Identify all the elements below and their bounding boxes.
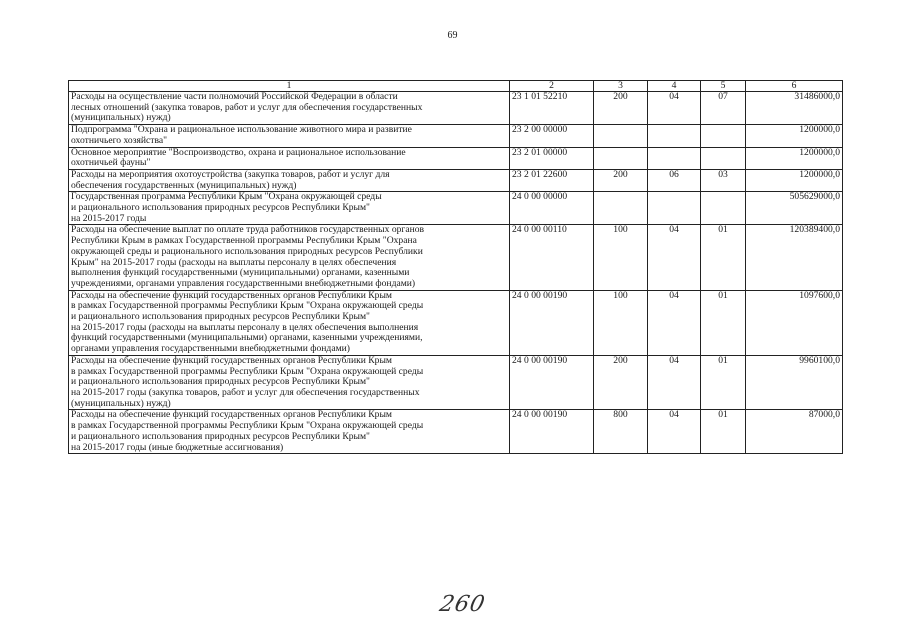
section-cell: 04 [648, 355, 701, 410]
expense-type-cell: 200 [594, 169, 648, 191]
table-row [69, 225, 843, 290]
section-cell [648, 147, 701, 169]
subsection-cell [701, 125, 746, 147]
subsection-cell: 03 [701, 169, 746, 191]
header-cell: 4 [648, 81, 701, 92]
header-cell: 6 [746, 81, 843, 92]
table-row [69, 147, 843, 169]
subsection-cell: 01 [701, 225, 746, 290]
handwritten-note: 260 [437, 592, 488, 617]
amount-cell: 31486000,0 [746, 92, 843, 125]
description-cell: Расходы на осуществление части полномочий Российской Федерации в области лесных отношений (закупка товаров, работ и услуг для обеспечения государственных (муниципальных) нужд) [69, 92, 510, 125]
code-cell: 23 2 00 00000 [510, 125, 594, 147]
subsection-cell: 01 [701, 410, 746, 454]
code-cell: 24 0 00 00190 [510, 355, 594, 410]
description-cell: Основное мероприятие "Воспроизводство, охрана и рациональное использование охотничьей фауны" [69, 147, 510, 169]
code-cell: 24 0 00 00110 [510, 225, 594, 290]
amount-cell: 1200000,0 [746, 147, 843, 169]
table-row [69, 290, 843, 355]
amount-cell: 1097600,0 [746, 290, 843, 355]
description-cell: Расходы на обеспечение функций государственных органов Республики Крым в рамках Государственной программы Республики Крым "Охрана окружающей среды и рационального использования природных ресурсов Республики Крым" на 2015-2017 годы (закупка товаров, работ и услуг для обеспечения государственных (муниципальных) нужд) [69, 355, 510, 410]
code-cell: 24 0 00 00000 [510, 192, 594, 225]
subsection-cell: 01 [701, 290, 746, 355]
description-cell: Расходы на обеспечение функций государственных органов Республики Крым в рамках Государственной программы Республики Крым "Охрана окружающей среды и рационального использования природных ресурсов Республики Крым" на 2015-2017 годы (иные бюджетные ассигнования) [69, 410, 510, 454]
header-cell: 5 [701, 81, 746, 92]
amount-cell: 1200000,0 [746, 169, 843, 191]
expense-type-cell [594, 192, 648, 225]
subsection-cell: 01 [701, 355, 746, 410]
code-cell: 23 1 01 52210 [510, 92, 594, 125]
expense-type-cell: 100 [594, 225, 648, 290]
description-cell: Расходы на обеспечение функций государственных органов Республики Крым в рамках Государственной программы Республики Крым "Охрана окружающей среды и рационального использования природных ресурсов Республики Крым" на 2015-2017 годы (расходы на выплаты персоналу в целях обеспечения выполнения функций государственными (муниципальными) органами, казенными учреждениями, органами управления государственными внебюджетными фондами) [69, 290, 510, 355]
amount-cell: 505629000,0 [746, 192, 843, 225]
table-row [69, 192, 843, 225]
table-row [69, 169, 843, 191]
budget-table [68, 80, 843, 454]
header-cell: 3 [594, 81, 648, 92]
expense-type-cell: 800 [594, 410, 648, 454]
header-cell: 1 [69, 81, 510, 92]
subsection-cell [701, 147, 746, 169]
header-cell: 2 [510, 81, 594, 92]
section-cell: 04 [648, 410, 701, 454]
subsection-cell [701, 192, 746, 225]
amount-cell: 9960100,0 [746, 355, 843, 410]
description-cell: Расходы на мероприятия охотоустройства (закупка товаров, работ и услуг для обеспечения государственных (муниципальных) нужд) [69, 169, 510, 191]
code-cell: 24 0 00 00190 [510, 410, 594, 454]
page-number: 69 [447, 30, 458, 41]
expense-type-cell [594, 125, 648, 147]
amount-cell: 1200000,0 [746, 125, 843, 147]
description-cell: Расходы на обеспечение выплат по оплате труда работников государственных органов Республики Крым в рамках Государственной программы Республики Крым "Охрана окружающей среды и рационального использования природных ресурсов Республики Крым" на 2015-2017 годы (расходы на выплаты персоналу в целях обеспечения выполнения функций государственными (муниципальными) органами, казенными учреждениями, органами управления государственными внебюджетными фондами) [69, 225, 510, 290]
code-cell: 23 2 01 22600 [510, 169, 594, 191]
table-row [69, 355, 843, 410]
expense-type-cell [594, 147, 648, 169]
section-cell: 04 [648, 290, 701, 355]
amount-cell: 120389400,0 [746, 225, 843, 290]
table-row [69, 125, 843, 147]
section-cell: 04 [648, 92, 701, 125]
description-cell: Подпрограмма "Охрана и рациональное использование животного мира и развитие охотничьего хозяйства" [69, 125, 510, 147]
section-cell: 04 [648, 225, 701, 290]
subsection-cell: 07 [701, 92, 746, 125]
table-row [69, 410, 843, 454]
expense-type-cell: 100 [594, 290, 648, 355]
amount-cell: 87000,0 [746, 410, 843, 454]
expense-type-cell: 200 [594, 92, 648, 125]
table-row [69, 92, 843, 125]
description-cell: Государственная программа Республики Крым "Охрана окружающей среды и рационального использования природных ресурсов Республики Крым" на 2015-2017 годы [69, 192, 510, 225]
code-cell: 24 0 00 00190 [510, 290, 594, 355]
section-cell: 06 [648, 169, 701, 191]
table-header-row [69, 81, 843, 92]
section-cell [648, 192, 701, 225]
code-cell: 23 2 01 00000 [510, 147, 594, 169]
expense-type-cell: 200 [594, 355, 648, 410]
section-cell [648, 125, 701, 147]
